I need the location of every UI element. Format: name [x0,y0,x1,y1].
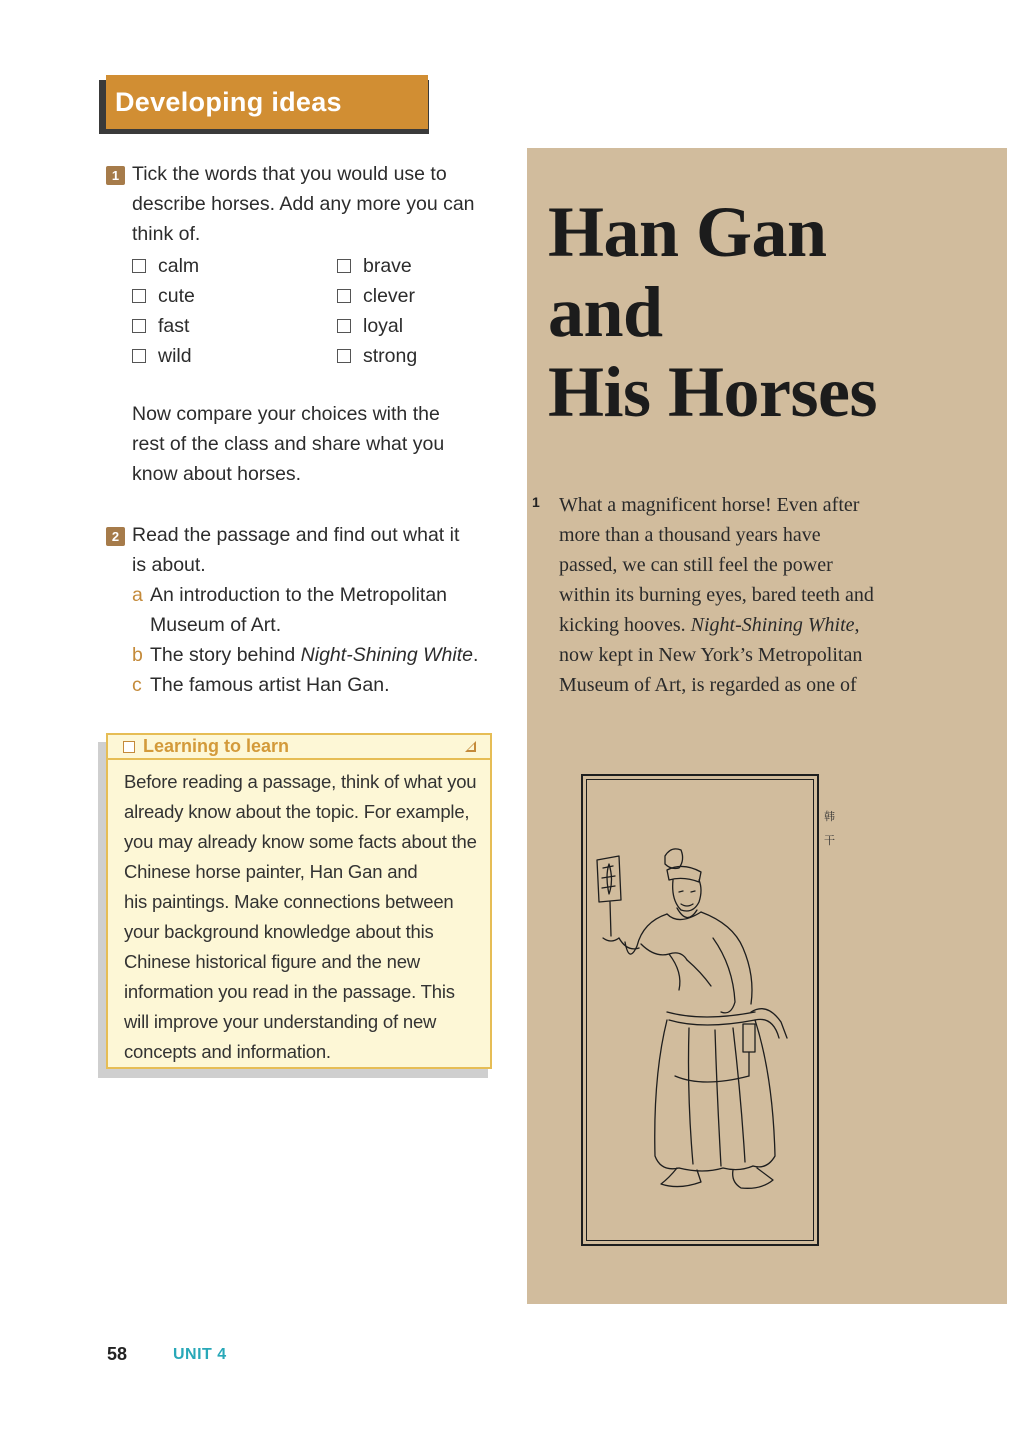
learning-to-learn-box [106,733,492,1069]
han-gan-portrait-illustration [583,776,817,1244]
activity-number-badge: 2 [106,527,125,546]
checkbox-icon[interactable] [337,289,351,303]
paragraph-line: What a magnificent horse! Even after [559,494,860,516]
checkbox-icon[interactable] [132,289,146,303]
paragraph-text: kicking hooves. [559,614,691,636]
paragraph-line: now kept in New York’s Metropolitan [559,644,863,666]
learning-box-title: Learning to learn [143,736,290,756]
option-text: The story behind [150,644,301,666]
banner-divider [494,87,496,117]
learning-line: Chinese historical figure and the new [124,951,420,972]
learning-line: information you read in the passage. This [124,981,455,1002]
word-option[interactable] [337,311,417,341]
paragraph-line: Museum of Art, is regarded as one of [559,674,857,696]
word-label: cute [158,285,195,307]
instruction-line: think of. [132,223,201,245]
activity-number-badge: 1 [106,166,125,185]
followup-line: rest of the class and share what you [132,433,445,455]
checkbox-icon[interactable] [132,319,146,333]
word-option[interactable] [132,281,199,311]
word-option[interactable] [337,251,417,281]
learning-line: concepts and information. [124,1041,331,1062]
learning-box-header [108,735,490,760]
page-number: 58 [107,1344,128,1364]
word-label: clever [363,285,416,307]
learning-line: will improve your understanding of new [124,1011,437,1032]
article-title-line: and [548,272,663,352]
paragraph-text: , [854,614,860,636]
option-letter: c [132,674,142,696]
option-a[interactable] [132,580,502,610]
instruction-line: Read the passage and find out what it [132,524,460,546]
word-list-left [132,251,199,371]
word-option[interactable] [132,251,199,281]
word-option[interactable] [132,341,199,371]
article-title-line: Han Gan [548,192,827,272]
painting-frame [581,774,819,1246]
option-text: Museum of Art. [150,614,282,636]
learning-line: his paintings. Make connections between [124,891,454,912]
option-text: An introduction to the Metropolitan [150,584,448,606]
corner-triangle-icon [465,741,476,752]
square-icon [123,741,135,753]
instruction-line: Tick the words that you would use to [132,163,447,185]
learning-line: you may already know some facts about the [124,831,477,852]
instruction-line: describe horses. Add any more you can [132,193,475,215]
seal-character: 干 [824,834,835,847]
checkbox-icon[interactable] [337,319,351,333]
painting-title: Night-Shining White [690,614,855,636]
learning-line: Chinese horse painter, Han Gan and [124,861,418,882]
article-paragraph [559,490,919,700]
section-banner [106,75,428,129]
paragraph-line: passed, we can still feel the power [559,554,833,576]
painting-title: Night-Shining White [300,644,474,666]
article-title-line: His Horses [548,352,877,432]
word-option[interactable] [337,281,417,311]
word-option[interactable] [337,341,417,371]
seal-character: 韩 [824,810,835,823]
option-text: The famous artist Han Gan. [150,674,390,696]
option-c[interactable] [132,670,502,700]
word-option[interactable] [132,311,199,341]
paragraph-number: 1 [532,494,540,510]
word-label: wild [158,345,192,367]
word-label: brave [363,255,412,277]
learning-line: Before reading a passage, think of what you [124,771,477,792]
paragraph-line [559,610,919,640]
instruction-line: is about. [132,554,206,576]
activity1-followup [132,399,502,489]
activity1-instruction [132,159,502,249]
checkbox-icon[interactable] [132,259,146,273]
checkbox-icon[interactable] [337,349,351,363]
option-b[interactable] [132,640,502,670]
word-label: strong [363,345,418,367]
unit-label: UNIT 4 [173,1346,227,1363]
activity2-options [132,580,502,700]
activity2-instruction [132,520,502,580]
checkbox-icon[interactable] [337,259,351,273]
paragraph-line: more than a thousand years have [559,524,821,546]
word-label: calm [158,255,200,277]
word-label: fast [158,315,190,337]
learning-line: already know about the topic. For example, [124,801,470,822]
word-list-right [337,251,417,371]
section-title: Developing ideas [115,86,342,117]
followup-line: Now compare your choices with the [132,403,440,425]
word-label: loyal [363,315,404,337]
triangle-left-icon [506,92,517,112]
checkbox-icon[interactable] [132,349,146,363]
learning-line: your background knowledge about this [124,921,434,942]
learning-box-text [124,767,480,1067]
paragraph-line: within its burning eyes, bared teeth and [559,584,874,606]
followup-line: know about horses. [132,463,302,485]
option-letter: b [132,644,143,666]
option-letter: a [132,584,143,606]
option-text: . [473,644,479,666]
